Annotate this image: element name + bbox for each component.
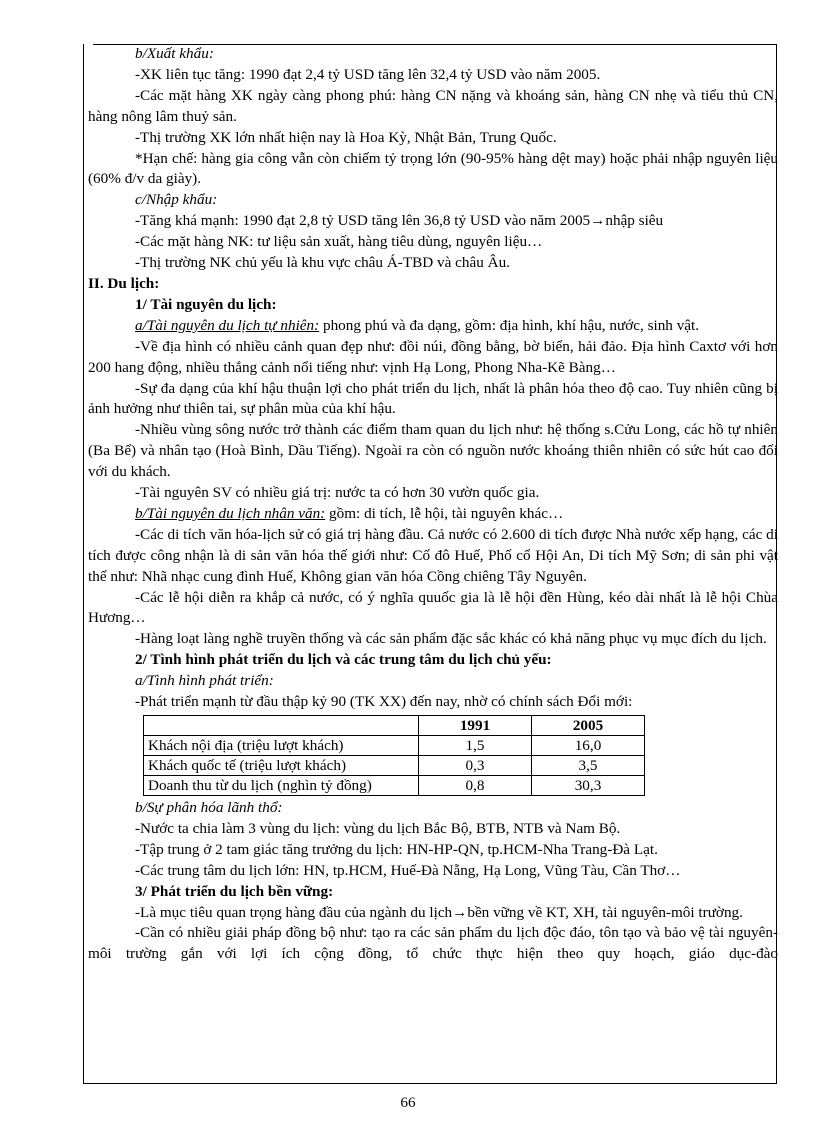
table-cell: 30,3 bbox=[532, 776, 645, 796]
subsection-resources: 1/ Tài nguyên du lịch: bbox=[135, 295, 277, 313]
table-cell: 1,5 bbox=[419, 736, 532, 756]
table-cell: Khách nội địa (triệu lượt khách) bbox=[144, 736, 419, 756]
table-cell: 3,5 bbox=[532, 756, 645, 776]
human-resources-intro: b/Tài nguyên du lịch nhân văn: gồm: di tích, lễ hội, tài nguyên khác… bbox=[135, 504, 564, 522]
arrow-icon: → bbox=[590, 212, 606, 230]
region-line-3: -Các trung tâm du lịch lớn: HN, tp.HCM, Huế-Đà Nẵng, Hạ Long, Vũng Tàu, Cần Thơ… bbox=[135, 861, 681, 879]
sustain-line-1: -Là mục tiêu quan trọng hàng đầu của ngành du lịch→bền vững về KT, XH, tài nguyên-môi trường. bbox=[135, 903, 743, 921]
table-row bbox=[144, 776, 645, 796]
table-row bbox=[144, 756, 645, 776]
human-line-crafts: -Hàng loạt làng nghề truyền thống và các sản phẩm đặc sắc khác có khả năng phục vụ mục đích du lịch. bbox=[135, 630, 767, 648]
sustain-line-2: -Cần có nhiều giải pháp đồng bộ như: tạo ra các sản phẩm du lịch độc đáo, tôn tạo và bảo vệ tài nguyên-môi trường gắn với lợi ích cộng đồng, tổ chức thực hiện theo quy hoạch, giáo dục-đào bbox=[88, 924, 778, 963]
natural-resources-intro: a/Tài nguyên du lịch tự nhiên: phong phú và đa dạng, gồm: địa hình, khí hậu, nước, sinh vật. bbox=[135, 316, 700, 334]
region-heading: b/Sự phân hóa lãnh thổ: bbox=[135, 799, 283, 816]
development-line: -Phát triển mạnh từ đầu thập kỷ 90 (TK XX) đến nay, nhờ có chính sách Đổi mới: bbox=[135, 693, 633, 711]
page-number: 66 bbox=[400, 1094, 416, 1111]
export-heading: b/Xuất khẩu: bbox=[135, 45, 214, 62]
table-header-row bbox=[144, 716, 645, 736]
table-header-1991: 1991 bbox=[419, 716, 532, 736]
region-line-1: -Nước ta chia làm 3 vùng du lịch: vùng du lịch Bắc Bộ, BTB, NTB và Nam Bộ. bbox=[135, 819, 621, 837]
table-cell: Doanh thu từ du lịch (nghìn tỷ đồng) bbox=[144, 776, 419, 796]
export-line-1: -XK liên tục tăng: 1990 đạt 2,4 tỷ USD tăng lên 32,4 tỷ USD vào năm 2005. bbox=[135, 65, 601, 83]
table-cell: Khách quốc tế (triệu lượt khách) bbox=[144, 756, 419, 776]
natural-line-climate: -Sự đa dạng của khí hậu thuận lợi cho phát triển du lịch, nhất là phân hóa theo độ cao. Tuy nhiên cũng bị ảnh hưởng như thiên tai, sự phân mùa của khí hậu. bbox=[88, 379, 778, 418]
natural-line-terrain: -Về địa hình có nhiều cảnh quan đẹp như: đồi núi, đồng bằng, bờ biển, hải đảo. Địa hình Caxtơ với hơn 200 hang động, nhiều thắng cảnh nổi tiếng như: vịnh Hạ Long, Phong Nha-Kẽ Bàng… bbox=[88, 337, 778, 376]
import-heading: c/Nhập khẩu: bbox=[135, 191, 218, 209]
human-line-festivals: -Các lễ hội diễn ra khắp cả nước, có ý nghĩa quuốc gia là lễ hội đền Hùng, kéo dài nhất là lễ hội Chùa Hương… bbox=[88, 588, 778, 627]
human-line-relics: -Các di tích văn hóa-lịch sử có giá trị hàng đầu. Cả nước có 2.600 di tích được Nhà nước xếp hạng, các di tích được công nhận là di sản văn hóa thế giới như: Cố đô Huế, Phố cổ Hội An, Di tích Mỹ Sơn; di sản phi vật thể như: Nhã nhạc cung đình Huế, Không gian văn hóa Cồng chiêng Tây Nguyên. bbox=[88, 525, 778, 585]
development-heading: a/Tình hình phát triển: bbox=[135, 672, 274, 690]
export-limit: *Hạn chế: hàng gia công vẫn còn chiếm tỷ trọng lớn (90-95% hàng dệt may) hoặc phải nhập nguyên liệu (60% đ/v da giày). bbox=[88, 149, 778, 188]
import-line-1: -Tăng khá mạnh: 1990 đạt 2,8 tỷ USD tăng lên 36,8 tỷ USD vào năm 2005→nhập siêu bbox=[135, 212, 664, 230]
table-row bbox=[144, 736, 645, 756]
table-cell: 0,3 bbox=[419, 756, 532, 776]
arrow-icon: → bbox=[452, 903, 468, 921]
table-cell: 16,0 bbox=[532, 736, 645, 756]
tourism-stats-table bbox=[143, 715, 645, 796]
natural-line-water: -Nhiều vùng sông nước trở thành các điểm tham quan du lịch như: hệ thống s.Cửu Long, các hồ tự nhiên (Ba Bể) và nhân tạo (Hoà Bình, Dầu Tiếng). Ngoài ra còn có nguồn nước khoáng thiên nhiên có sức hút cao đối với du khách. bbox=[88, 421, 778, 481]
export-line-2: -Các mặt hàng XK ngày càng phong phú: hàng CN nặng và khoáng sản, hàng CN nhẹ và tiểu thủ CN, hàng nông lâm thuỷ sản. bbox=[88, 86, 778, 125]
page-content bbox=[88, 44, 778, 965]
region-line-2: -Tập trung ở 2 tam giác tăng trưởng du lịch: HN-HP-QN, tp.HCM-Nha Trang-Đà Lạt. bbox=[135, 840, 658, 858]
natural-line-biology: -Tài nguyên SV có nhiều giá trị: nước ta có hơn 30 vườn quốc gia. bbox=[135, 484, 540, 502]
table-header-2005: 2005 bbox=[532, 716, 645, 736]
subsection-sustainable: 3/ Phát triển du lịch bền vững: bbox=[135, 882, 334, 900]
subsection-development: 2/ Tình hình phát triển du lịch và các trung tâm du lịch chủ yếu: bbox=[135, 651, 552, 669]
import-line-3: -Thị trường NK chủ yếu là khu vực châu Á-TBD và châu Âu. bbox=[135, 254, 510, 272]
import-line-2: -Các mặt hàng NK: tư liệu sản xuất, hàng tiêu dùng, nguyên liệu… bbox=[135, 233, 543, 251]
table-cell: 0,8 bbox=[419, 776, 532, 796]
table-header-blank bbox=[144, 716, 419, 736]
export-line-3: -Thị trường XK lớn nhất hiện nay là Hoa Kỳ, Nhật Bản, Trung Quốc. bbox=[135, 128, 557, 146]
section-title-tourism: II. Du lịch: bbox=[88, 274, 160, 292]
